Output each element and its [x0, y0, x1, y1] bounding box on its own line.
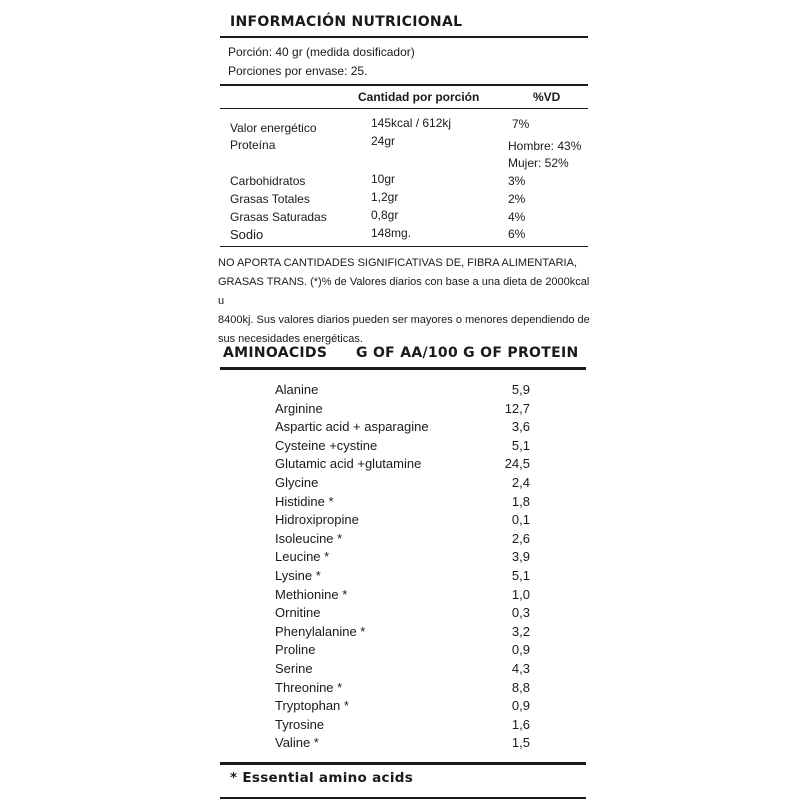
amino-acid-value: 1,0 [511, 586, 530, 602]
amino-acid-value: 8,8 [511, 679, 530, 695]
footnote-line: 8400kj. Sus valores diarios pueden ser mayores o menores dependiendo de [218, 314, 590, 326]
nutrient-amount: 1,2gr [371, 190, 399, 204]
footnote-line: sus necesidades energéticas. [218, 333, 363, 345]
amino-acid-name: Alanine [275, 382, 319, 397]
amino-acid-value: 3,2 [511, 623, 530, 639]
amino-acid-value: 4,3 [511, 661, 530, 676]
amino-acid-name: Ornitine [275, 605, 321, 621]
amino-unit-title: G OF AA/100 G OF PROTEIN [356, 345, 579, 361]
footer-rule [220, 797, 586, 799]
amino-acid-name: Valine * [275, 735, 319, 751]
amino-acid-value: 5,1 [511, 568, 530, 583]
amino-acid-name: Serine [275, 661, 313, 676]
nutrient-dv: 2% [508, 192, 526, 206]
nutrient-dv: 3% [508, 174, 526, 188]
amino-acid-value: 2,4 [511, 475, 530, 490]
portion-rule [220, 84, 588, 86]
dv-header: %VD [533, 90, 561, 104]
amino-acid-name: Phenylalanine * [275, 623, 366, 639]
amino-acid-name: Hidroxipropine [275, 512, 359, 528]
amount-header: Cantidad por porción [358, 90, 480, 104]
nutrient-name: Valor energético [230, 121, 317, 135]
footnote-line: GRASAS TRANS. (*)% de Valores diarios con base a una dieta de 2000kcal u [218, 276, 590, 307]
amino-title: AMINOACIDS [223, 345, 328, 361]
amino-acid-value: 3,9 [511, 549, 530, 565]
essential-note: * Essential amino acids [230, 770, 414, 786]
nutrition-footnote [218, 254, 590, 349]
amino-title-rule [220, 367, 586, 370]
nutrient-amount: 10gr [371, 172, 396, 186]
nutrient-amount: 145kcal / 612kj [371, 116, 452, 130]
amino-acid-name: Glycine [275, 475, 319, 490]
amino-acid-name: Lysine * [275, 568, 321, 583]
amino-bottom-rule [220, 762, 586, 765]
nutrient-amount: 148mg. [371, 226, 412, 240]
nutrient-name: Proteína [230, 138, 276, 152]
amino-acid-name: Arginine [275, 400, 323, 416]
nutrient-dv-secondary: Mujer: 52% [508, 156, 569, 170]
amino-acid-value: 0,9 [511, 698, 530, 714]
amino-acid-name: Methionine * [275, 586, 348, 602]
amino-acid-value: 1,8 [511, 493, 530, 509]
footnote-line: NO APORTA CANTIDADES SIGNIFICATIVAS DE, FIBRA ALIMENTARIA, [218, 257, 577, 269]
amino-acid-value: 2,6 [511, 530, 530, 546]
amino-acid-value: 5,9 [511, 382, 530, 397]
amino-acid-name: Leucine * [275, 549, 330, 565]
nutrient-dv: 4% [508, 210, 526, 224]
header-rule [220, 108, 588, 109]
amino-acid-value: 1,6 [511, 716, 530, 732]
nutrient-name: Grasas Saturadas [230, 210, 327, 224]
amino-acid-name: Tyrosine [275, 716, 325, 732]
amino-acid-name: Threonine * [275, 679, 343, 695]
nutrition-title: INFORMACIÓN NUTRICIONAL [230, 14, 463, 30]
amino-acid-name: Proline [275, 642, 316, 658]
nutrient-name: Carbohidratos [230, 174, 306, 188]
nutrient-dv: Hombre: 43% [508, 139, 582, 153]
amino-acid-value: 0,3 [511, 605, 530, 621]
portion-text: Porción: 40 gr (medida dosificador) [228, 45, 415, 59]
amino-acid-value: 1,5 [511, 735, 530, 751]
amino-acid-name: Aspartic acid + asparagine [275, 419, 429, 435]
amino-acid-name: Histidine * [275, 493, 334, 509]
nutrient-amount: 24gr [371, 134, 396, 148]
nutrient-name: Sodio [230, 227, 264, 242]
amino-acid-name: Tryptophan * [275, 698, 349, 714]
amino-acid-name: Cysteine +cystine [275, 437, 378, 453]
amino-acid-name: Glutamic acid +glutamine [275, 456, 422, 472]
amino-acid-value: 0,9 [511, 642, 530, 658]
nutrient-dv: 6% [508, 227, 526, 241]
nutrient-name: Grasas Totales [230, 192, 310, 206]
amino-acid-value: 0,1 [511, 512, 530, 528]
nutrient-dv: 7% [512, 117, 530, 131]
amino-acid-value: 3,6 [511, 419, 530, 435]
amino-acid-name: Isoleucine * [275, 530, 343, 546]
portions-per-pack-text: Porciones por envase: 25. [228, 64, 368, 78]
amino-acid-value: 5,1 [511, 437, 530, 453]
amino-acid-value: 24,5 [504, 456, 530, 472]
nutrient-amount: 0,8gr [371, 208, 399, 222]
amino-acid-value: 12,7 [504, 400, 530, 416]
title-rule [220, 36, 588, 38]
table-bottom-rule [220, 246, 588, 247]
